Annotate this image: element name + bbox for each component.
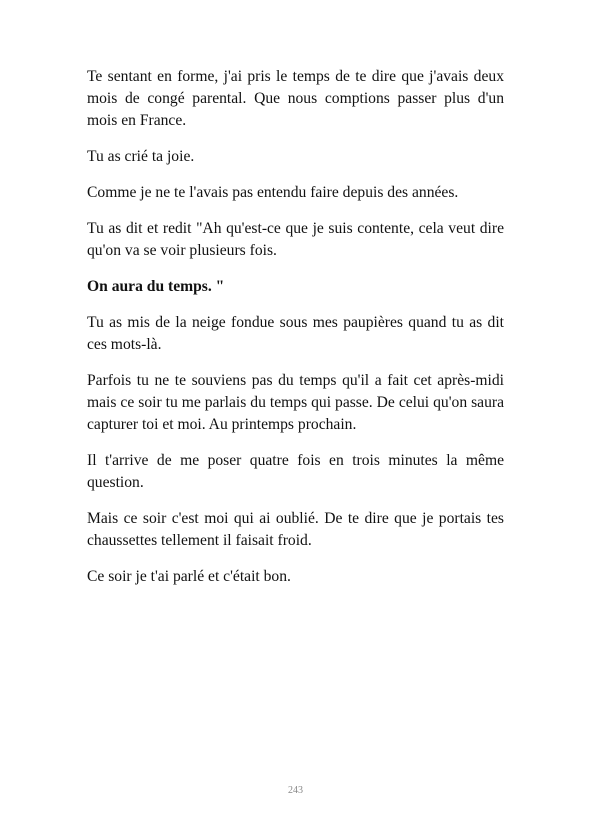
paragraph-2: Tu as crié ta joie. [87,148,195,165]
paragraph-5-bold: On aura du temps. " [87,278,225,295]
page-number: 243 [288,785,303,796]
paragraph-4: Tu as dit et redit "Ah qu'est-ce que je suis contente, cela veut dire qu'on va se voir plusieurs fois. [87,220,504,259]
paragraph-6: Tu as mis de la neige fondue sous mes paupières quand tu as dit ces mots-là. [87,314,504,353]
paragraph-7: Parfois tu ne te souviens pas du temps qu'il a fait cet après-midi mais ce soir tu me parlais du temps qui passe. De celui qu'on saura capturer toi et moi. Au printemps prochain. [87,372,504,433]
paragraph-1: Te sentant en forme, j'ai pris le temps de te dire que j'avais deux mois de congé parental. Que nous comptions passer plus d'un mois en France. [87,68,504,129]
paragraph-3: Comme je ne te l'avais pas entendu faire depuis des années. [87,184,459,201]
body-text [87,66,504,602]
paragraph-9: Mais ce soir c'est moi qui ai oublié. De te dire que je portais tes chaussettes tellement il faisait froid. [87,510,504,549]
paragraph-10: Ce soir je t'ai parlé et c'était bon. [87,568,291,585]
paragraph-8: Il t'arrive de me poser quatre fois en trois minutes la même question. [87,452,504,491]
